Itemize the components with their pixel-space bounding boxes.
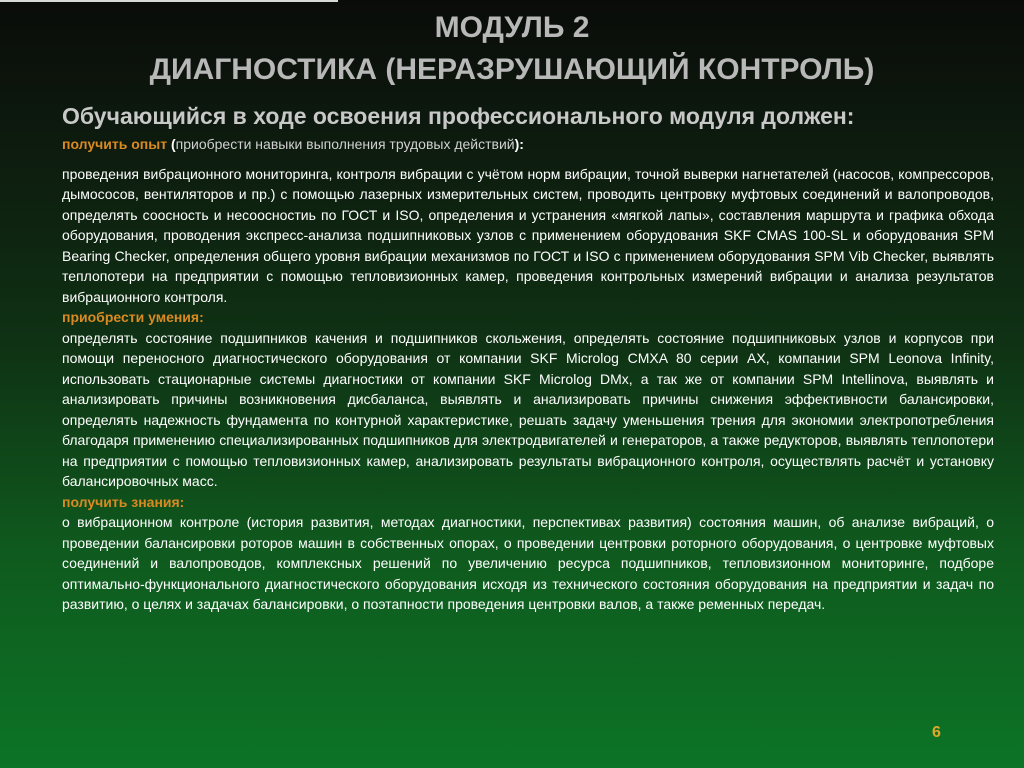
experience-label: получить опыт	[62, 136, 168, 152]
experience-text: проведения вибрационного мониторинга, контроля вибрации с учётом норм вибрации, точной выверки нагнетателей (насосов, компрессоров, дымососов, вентиляторов и пр.) с помощью лазерных измерительных систем, проводить центровку муфтовых соединений и валопроводов, определять соосность и несоосностиь по ГОСТ и ISO, определения и устранения «мягкой лапы», составления маршрута и графика обхода оборудования, проводения экспресс-анализа подшипниковых узлов с применением оборудования SKF CMAS 100-SL и оборудования SPM Bearing Checker, определения общего уровня вибрации механизмов по ГОСТ и ISO с применением оборудования SPM Vib Checker, выявлять теплопотери на предприятии с помощью тепловизионных камер, проведения контрольных измерений вибрации и анализа результатов вибрационного контроля.	[62, 165, 994, 305]
slide-content	[62, 100, 994, 615]
knowledge-heading: получить знания:	[62, 493, 185, 510]
intro-text: Обучающийся в ходе освоения профессионального модуля должен:	[62, 103, 855, 129]
skills-heading: приобрести умения:	[62, 309, 204, 325]
top-divider-line	[0, 0, 338, 2]
experience-paren-text: приобрести навыки выполнения трудовых действий	[175, 136, 515, 152]
slide-title-line2: ДИАГНОСТИКА (НЕРАЗРУШАЮЩИЙ КОНТРОЛЬ)	[149, 53, 875, 86]
experience-paren-close: ):	[514, 136, 524, 152]
experience-heading	[62, 134, 994, 155]
knowledge-text: о вибрационном контроле (история развития, методах диагностики, перспективах развития) состояния машин, об анализе вибраций, о проведении балансировки роторов машин в собственных опорах, о проведении центровки роторного оборудования, о центровке муфтовых соединений и валопроводов, комплексных решений по увеличению ресурса подшипников, тепловизионном мониторинге, подборе оптимально-функционального диагностического оборудования исходя из технического состояния оборудования на предприятии и задач по развитию, о целях и задачах балансировки, о поэтапности проведения центровки валов, а также ременных передач.	[62, 514, 994, 612]
experience-paren-open: (	[167, 136, 176, 152]
skills-text: определять состояние подшипников качения и подшипников скольжения, определять состояние подшипниковых узлов и корпусов при помощи переносного диагностического оборудования от компании SKF Microlog CMXA 80 серии AX, компании SPM Leonova Infinity, использовать стационарные системы диагностики от компании SKF Microlog DMx, а так же от компании SPM Intellinova, выявлять и анализировать причины возникновения дисбаланса, выявлять и анализировать причины снижения эффективности балансировки, определять надежность фундамента по контурной характеристике, решать задачу уменьшения трения для экономии электропотребления благодаря применению специализированных подшипников для электродвигателей и генераторов, а также редукторов, выявлять теплопотери на предприятии с помощью тепловизионных камер, анализировать результаты вибрационного контроля, осуществлять расчёт и установку балансировочных масс.	[62, 329, 994, 489]
page-number: 6	[932, 724, 941, 741]
slide-title-line1: МОДУЛЬ 2	[434, 11, 590, 44]
